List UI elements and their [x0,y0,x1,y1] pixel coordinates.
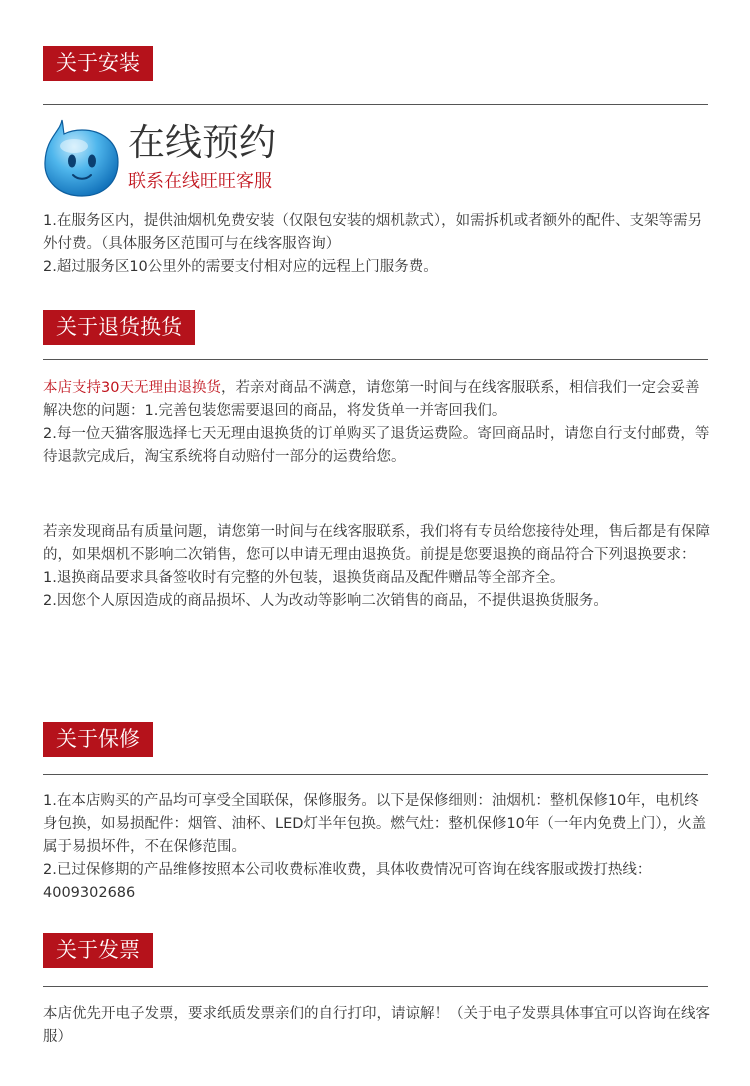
returns-line-1 [43,377,711,423]
divider [43,774,708,775]
warranty-line-1: 1.在本店购买的产品均可享受全国联保，保修服务。以下是保修细则：油烟机：整机保修10年，电机终身包换，如易损配件：烟管、油杯、LED灯半年包换。燃气灶：整机保修10年（一年内免费上门），火盖属于易损坏件，不在保修范围。 [43,793,707,855]
section-heading-warranty: 关于保修 [43,722,153,757]
returns-line-1-rest: ，若亲对商品不满意，请您第一时间与在线客服联系，相信我们一定会妥善解决您的问题：1.完善包装您需要退回的商品，将发货单一并寄回我们。 [43,380,700,419]
quality-line-3: 2.因您个人原因造成的商品损坏、人为改动等影响二次销售的商品，不提供退换货服务。 [43,593,608,609]
wangwang-mascot-icon[interactable] [42,118,120,198]
divider [43,104,708,105]
install-line-1: 1.在服务区内，提供油烟机免费安装（仅限包安装的烟机款式），如需拆机或者额外的配件、支架等需另外付费。（具体服务区范围可与在线客服咨询） [43,213,703,252]
invoice-line: 本店优先开电子发票，要求纸质发票亲们的自行打印，请谅解！（关于电子发票具体事宜可以咨询在线客服） [43,1006,710,1045]
divider [43,986,708,987]
warranty-text [43,790,711,905]
warranty-line-2: 2.已过保修期的产品维修按照本公司收费标准收费，具体收费情况可咨询在线客服或拨打热线：4009302686 [43,862,652,901]
install-line-2: 2.超过服务区10公里外的需要支付相对应的远程上门服务费。 [43,259,438,275]
section-heading-returns: 关于退货换货 [43,310,195,345]
quality-text [43,521,711,613]
section-heading-install: 关于安装 [43,46,153,81]
returns-highlight: 本店支持30天无理由退换货 [43,380,221,396]
quality-line-2: 1.退换商品要求具备签收时有完整的外包装，退换货商品及配件赠品等全部齐全。 [43,570,565,586]
section-heading-invoice: 关于发票 [43,933,153,968]
returns-line-2: 2.每一位天猫客服选择七天无理由退换货的订单购买了退货运费险。寄回商品时，请您自行支付邮费，等待退款完成后，淘宝系统将自动赔付一部分的运费给您。 [43,426,710,465]
divider [43,359,708,360]
wangwang-service-link[interactable]: 联系在线旺旺客服 [128,171,272,192]
returns-text [43,377,711,469]
online-booking-title: 在线预约 [128,121,276,164]
invoice-text [43,1003,711,1049]
quality-line-1: 若亲发现商品有质量问题，请您第一时间与在线客服联系，我们将有专员给您接待处理，售后都是有保障的，如果烟机不影响二次销售，您可以申请无理由退换货。前提是您要退换的商品符合下列退换要求： [43,524,710,563]
install-text [43,210,711,279]
